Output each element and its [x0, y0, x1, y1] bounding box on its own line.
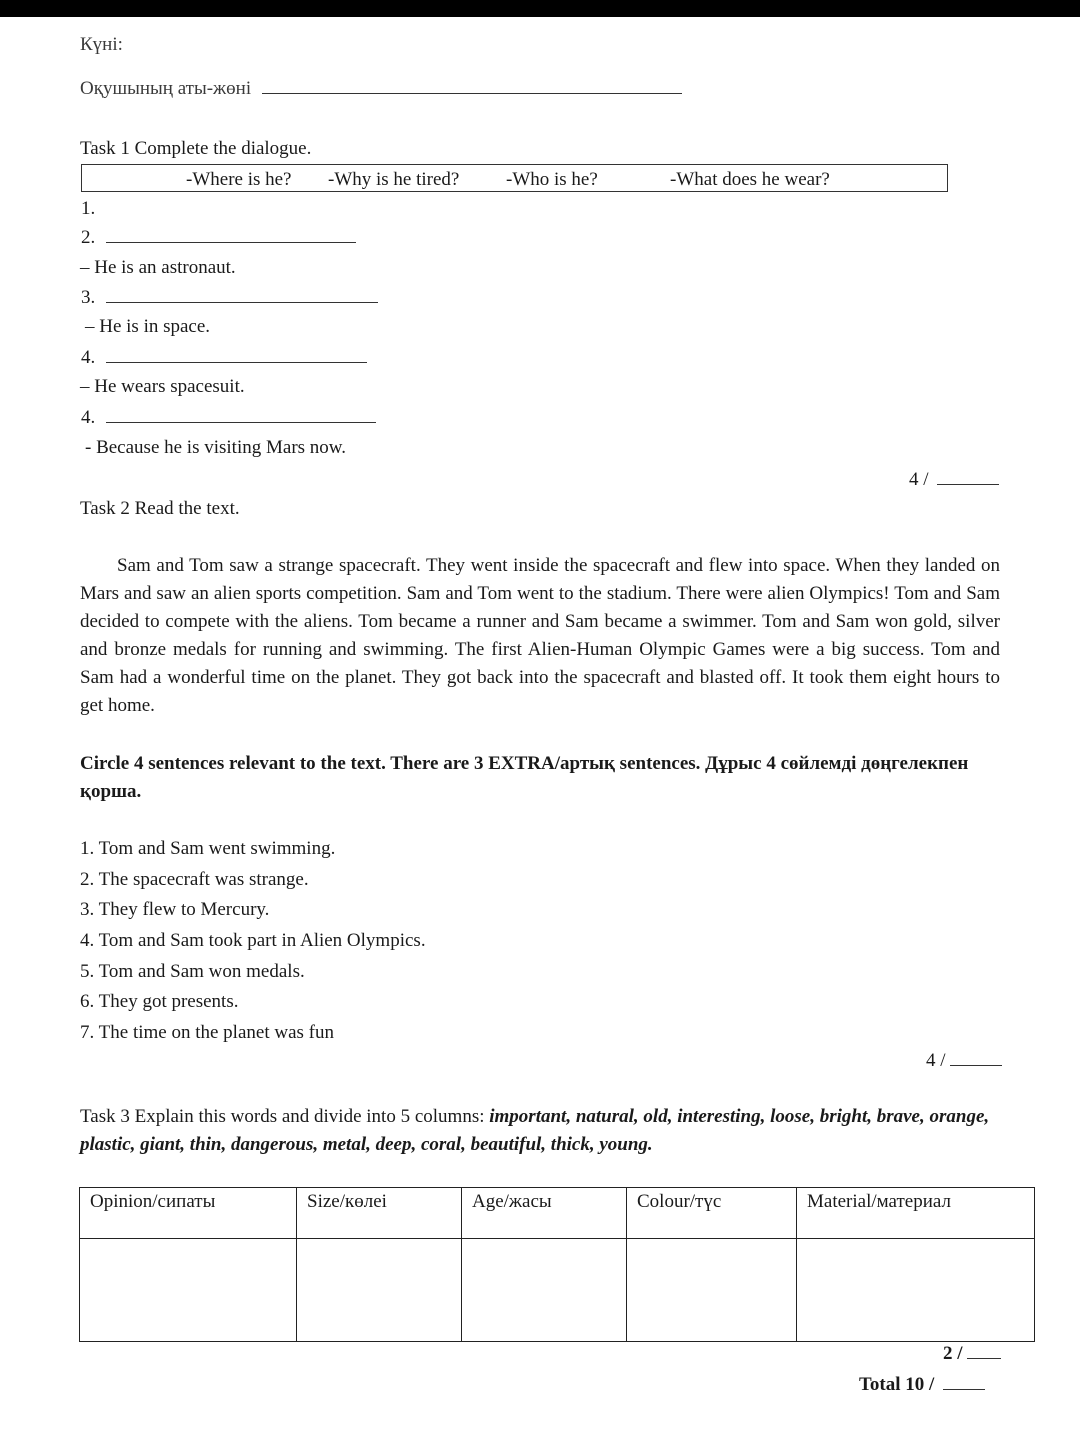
task2-score-label: 4 / [926, 1050, 946, 1071]
task1-score-blank[interactable] [937, 483, 999, 485]
student-name-blank[interactable] [262, 92, 682, 94]
dialogue-answer-5: - Because he is visiting Mars now. [85, 437, 347, 458]
student-name-label: Оқушының аты-жөні [80, 78, 252, 99]
date-label: Күні: [80, 34, 123, 55]
table-row [80, 1239, 1035, 1342]
task3-score-label: 2 / [943, 1343, 963, 1364]
option-what-wear: -What does he wear? [670, 169, 830, 190]
col-header-size: Size/көлеі [297, 1188, 462, 1239]
task3-word-list: important, natural, old, interesting, loose, bright, brave, orange, plastic, giant, thin, dangerous, metal, deep, coral, beautiful, thick, young. [80, 1106, 990, 1155]
dialogue-line-2 [81, 228, 356, 247]
task3-title: Task 3 Explain this words and divide into 5 columns: [80, 1106, 490, 1127]
task3-instruction [80, 1103, 1000, 1159]
sentence-3[interactable]: 3. They flew to Mercury. [80, 899, 270, 920]
task1-title: Task 1 Complete the dialogue. [80, 138, 312, 159]
dialogue-answer-3: – He is in space. [85, 316, 211, 337]
col-header-opinion: Opinion/сипаты [80, 1188, 297, 1239]
col-header-colour: Colour/түс [627, 1188, 797, 1239]
dialogue-num-3: 3. [81, 287, 96, 308]
task3-score-blank[interactable] [967, 1357, 1001, 1359]
dialogue-blank-4[interactable] [106, 361, 367, 363]
total-score-blank[interactable] [943, 1388, 985, 1390]
option-why-tired: -Why is he tired? [328, 169, 460, 190]
col-header-age: Age/жасы [462, 1188, 627, 1239]
task1-score-label: 4 / [909, 469, 929, 490]
cell-age[interactable] [462, 1239, 627, 1342]
task2-title: Task 2 Read the text. [80, 498, 240, 519]
sentence-1[interactable]: 1. Tom and Sam went swimming. [80, 838, 336, 859]
sentence-2[interactable]: 2. The spacecraft was strange. [80, 869, 309, 890]
total-score-label: Total 10 / [859, 1374, 935, 1395]
top-black-bar [0, 0, 1080, 17]
dialogue-line-5 [81, 408, 376, 427]
cell-opinion[interactable] [80, 1239, 297, 1342]
col-header-material: Material/материал [797, 1188, 1035, 1239]
word-columns-table [79, 1187, 1035, 1342]
task2-score [926, 1051, 1002, 1070]
task2-instruction: Circle 4 sentences relevant to the text. There are 3 EXTRA/артық sentences. Дұрыс 4 сөйлемді дөңгелекпен қорша. [80, 753, 969, 802]
dialogue-num-1: 1. [81, 198, 96, 219]
dialogue-num-4: 4. [81, 347, 96, 368]
sentence-5[interactable]: 5. Tom and Sam won medals. [80, 961, 305, 982]
passage-text: Sam and Tom saw a strange spacecraft. They went inside the spacecraft and flew into space. When they landed on Mars and saw an alien sports competition. Sam and Tom went to the stadium. There were alien Olympics! Tom and Sam decided to compete with the aliens. Tom became a runner and Sam became a swimmer. Tom and Sam won gold, silver and bronze medals for running and swimming. The first Alien-Human Olympic Games were a big success. Tom and Sam had a wonderful time on the planet. They got back into the spacecraft and blasted off. It took them eight hours to get home. [80, 555, 1000, 716]
dialogue-answer-4: – He wears spacesuit. [80, 376, 245, 397]
dialogue-blank-2[interactable] [106, 241, 356, 243]
sentence-4[interactable]: 4. Tom and Sam took part in Alien Olympics. [80, 930, 426, 951]
dialogue-line-3 [81, 288, 378, 307]
dialogue-num-5: 4. [81, 407, 96, 428]
sentence-6[interactable]: 6. They got presents. [80, 991, 239, 1012]
task1-options-box [81, 164, 948, 192]
cell-colour[interactable] [627, 1239, 797, 1342]
dialogue-num-2: 2. [81, 227, 96, 248]
dialogue-blank-3[interactable] [106, 301, 378, 303]
option-who: -Who is he? [506, 169, 598, 190]
sentence-7[interactable]: 7. The time on the planet was fun [80, 1022, 334, 1043]
cell-size[interactable] [297, 1239, 462, 1342]
student-name-row [80, 79, 682, 98]
dialogue-line-4 [81, 348, 367, 367]
reading-passage [80, 552, 1000, 720]
task3-score [943, 1344, 1001, 1363]
total-score [859, 1375, 985, 1394]
task2-score-blank[interactable] [950, 1064, 1002, 1066]
cell-material[interactable] [797, 1239, 1035, 1342]
task1-score [909, 470, 999, 489]
option-where: -Where is he? [186, 169, 292, 190]
dialogue-blank-5[interactable] [106, 421, 376, 423]
dialogue-answer-2: – He is an astronaut. [80, 257, 236, 278]
